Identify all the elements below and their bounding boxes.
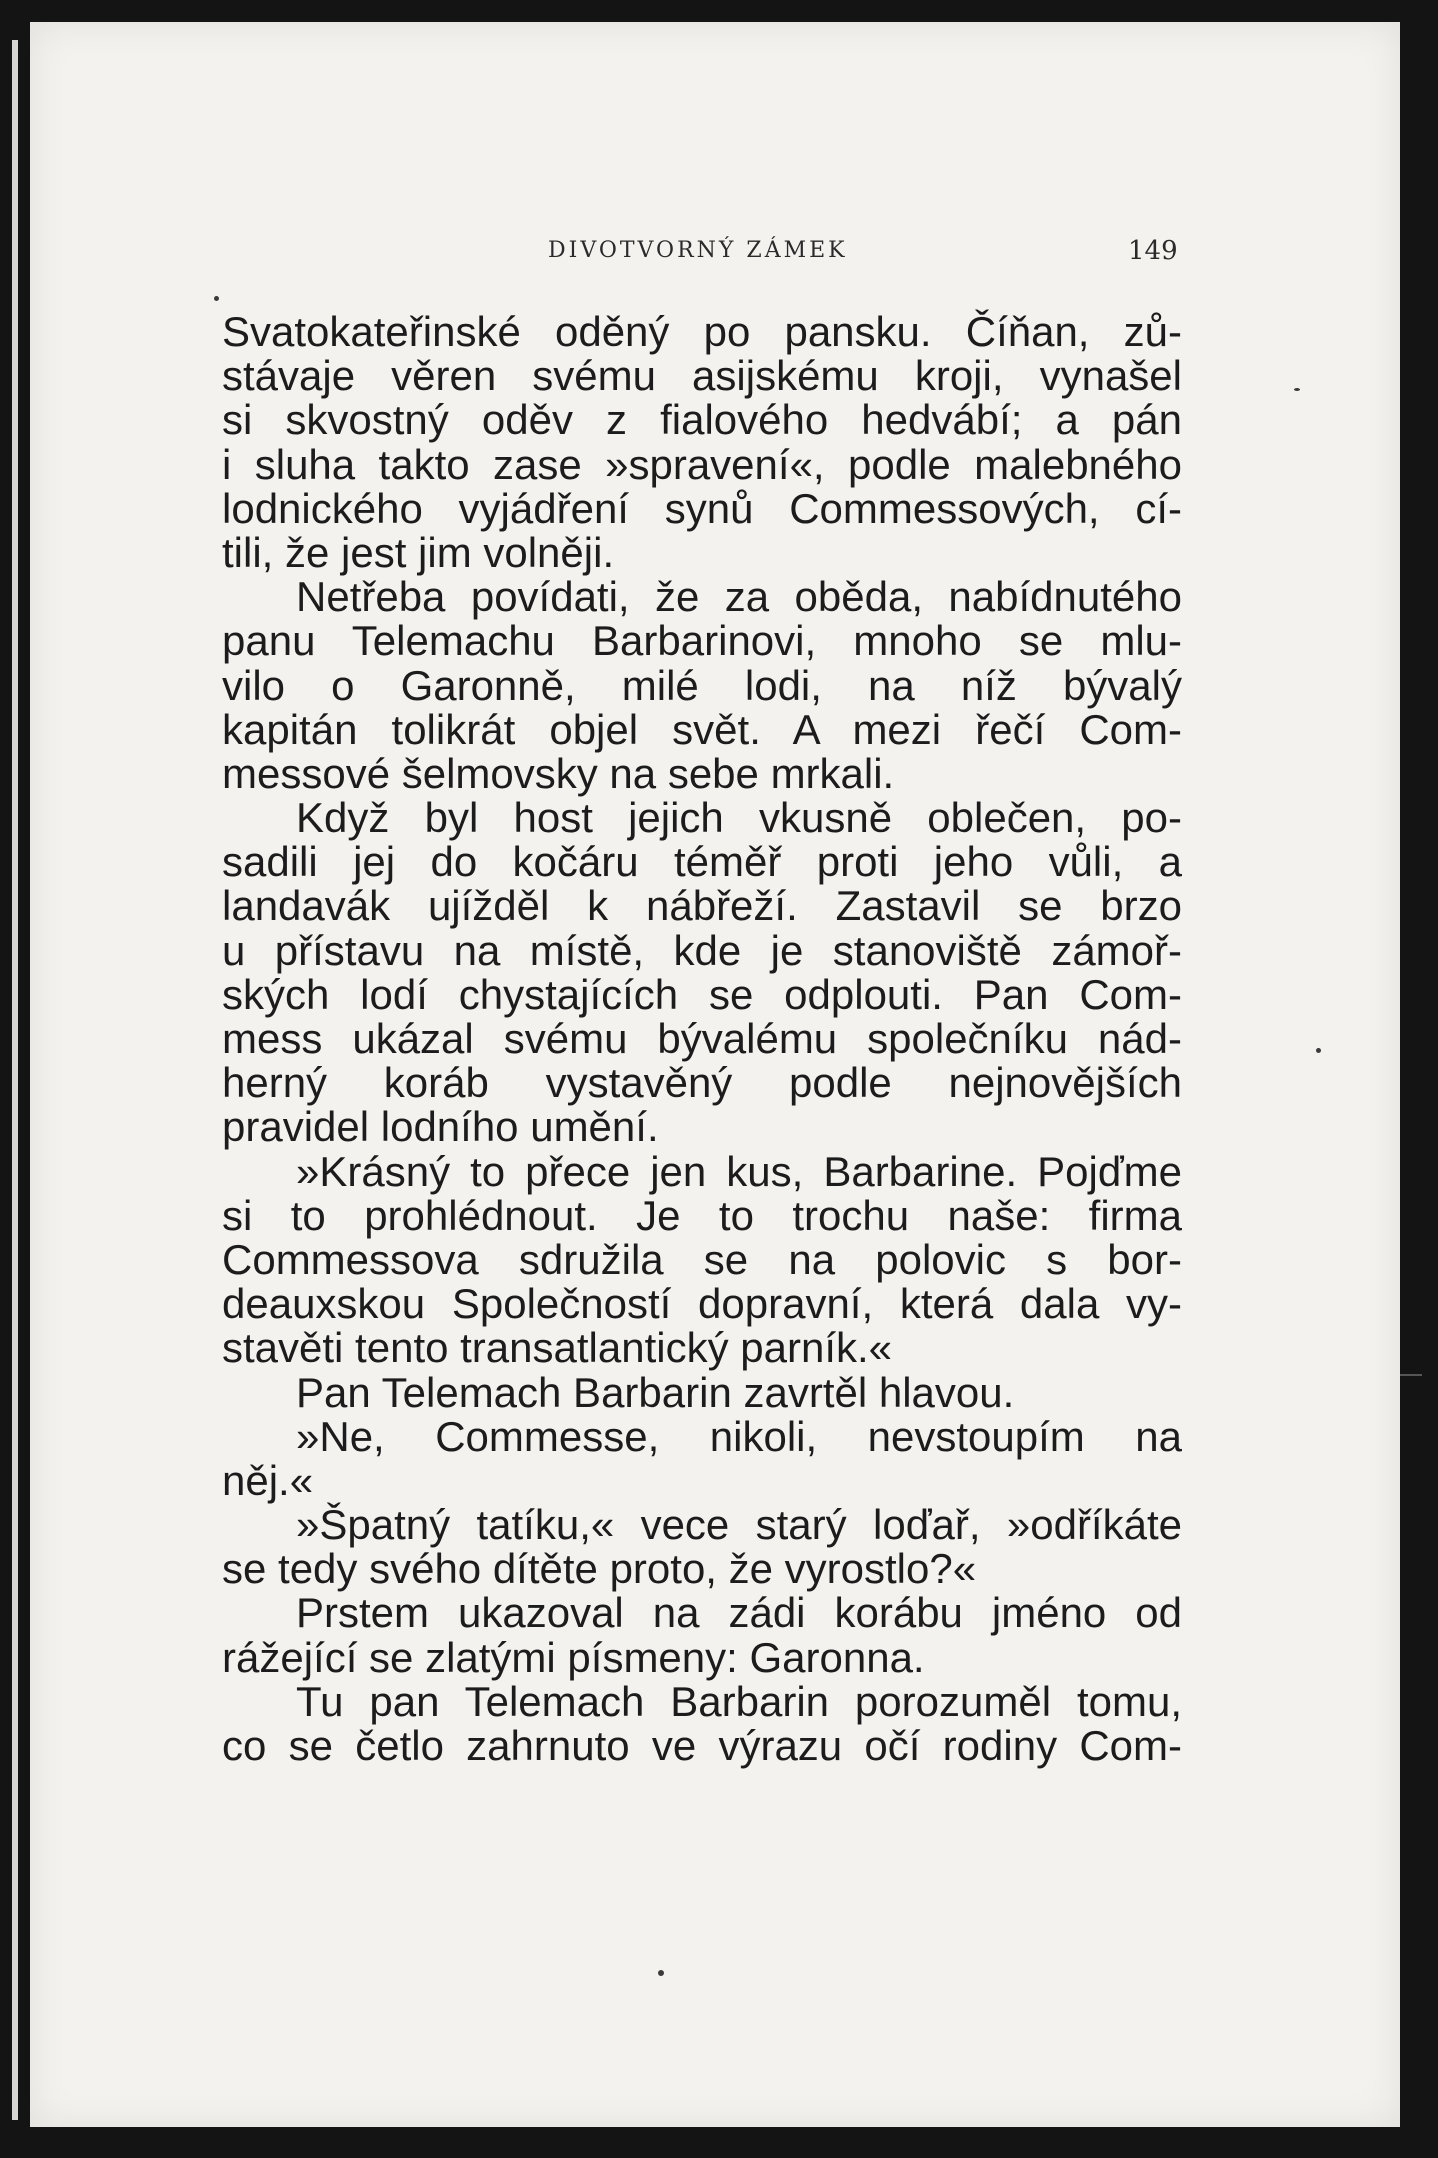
page-number: 149: [1128, 236, 1178, 266]
text-line: »Špatný tatíku,« vece starý loďař, »odříkáte: [296, 1501, 1182, 1549]
text-line: »Ne, Commesse, nikoli, nevstoupím na: [296, 1412, 1182, 1460]
text-line: landavák ujížděl k nábřeží. Zastavil se brzo: [222, 882, 1182, 930]
running-head: DIVOTVORNÝ ZÁMEK: [548, 238, 848, 263]
text-line: »Krásný to přece jen kus, Barbarine. Pojďme: [296, 1147, 1182, 1195]
text-line: si to prohlédnout. Je to trochu naše: firma: [222, 1191, 1182, 1239]
text-line: Netřeba povídati, že za oběda, nabídnutého: [296, 573, 1182, 621]
text-line: Commessova sdružila se na polovic s bor-: [222, 1235, 1182, 1283]
speck: [1316, 1048, 1321, 1053]
text-line: mess ukázal svému bývalému společníku nád-: [222, 1015, 1182, 1062]
text-line: panu Telemachu Barbarinovi, mnoho se mlu-: [222, 617, 1182, 665]
text-line: kapitán tolikrát objel svět. A mezi řečí Com-: [222, 705, 1182, 753]
text-line: Svatokateřinské oděný po pansku. Číňan, zů-: [222, 308, 1182, 355]
body-text: [222, 310, 1182, 1768]
text-line: se tedy svého dítěte proto, že vyrostlo?«: [222, 1545, 977, 1593]
text-line: deauxskou Společností dopravní, která dala vy-: [222, 1280, 1182, 1328]
text-line: si skvostný oděv z fialového hedvábí; a pán: [222, 396, 1182, 444]
text-line: Prstem ukazoval na zádi korábu jméno od: [296, 1589, 1182, 1637]
text-line: sadili jej do kočáru téměř proti jeho vůli, a: [222, 838, 1182, 886]
text-line: herný koráb vystavěný podle nejnovějších: [222, 1059, 1182, 1107]
text-line: messové šelmovsky na sebe mrkali.: [222, 749, 895, 797]
text-line: lodnického vyjádření synů Commessových, cí-: [222, 484, 1182, 532]
text-line: stavěti tento transatlantický parník.«: [222, 1324, 893, 1372]
scan-edge: [12, 40, 18, 2120]
text-line: Pan Telemach Barbarin zavrtěl hlavou.: [296, 1368, 1015, 1416]
text-line: vilo o Garonně, milé lodi, na níž bývalý: [222, 661, 1182, 709]
text-line: u přístavu na místě, kde je stanoviště zámoř-: [222, 926, 1182, 974]
text-line: ských lodí chystajících se odplouti. Pan Com-: [222, 970, 1182, 1018]
text-line: co se četlo zahrnuto ve výrazu očí rodiny Com-: [222, 1722, 1182, 1769]
text-line: stávaje věren svému asijskému kroji, vynašel: [222, 352, 1182, 400]
speck: [214, 296, 219, 301]
speck: [1400, 1374, 1422, 1376]
text-line: tili, že jest jim volněji.: [222, 528, 615, 576]
speck: [1294, 388, 1300, 391]
speck: [658, 1970, 664, 1976]
text-line: Tu pan Telemach Barbarin porozuměl tomu,: [296, 1677, 1182, 1725]
text-line: i sluha takto zase »spravení«, podle malebného: [222, 440, 1182, 488]
text-line: pravidel lodního umění.: [222, 1103, 659, 1151]
text-line: rážející se zlatými písmeny: Garonna.: [222, 1633, 925, 1681]
text-line: něj.«: [222, 1456, 314, 1504]
text-line: Když byl host jejich vkusně oblečen, po-: [296, 794, 1182, 842]
